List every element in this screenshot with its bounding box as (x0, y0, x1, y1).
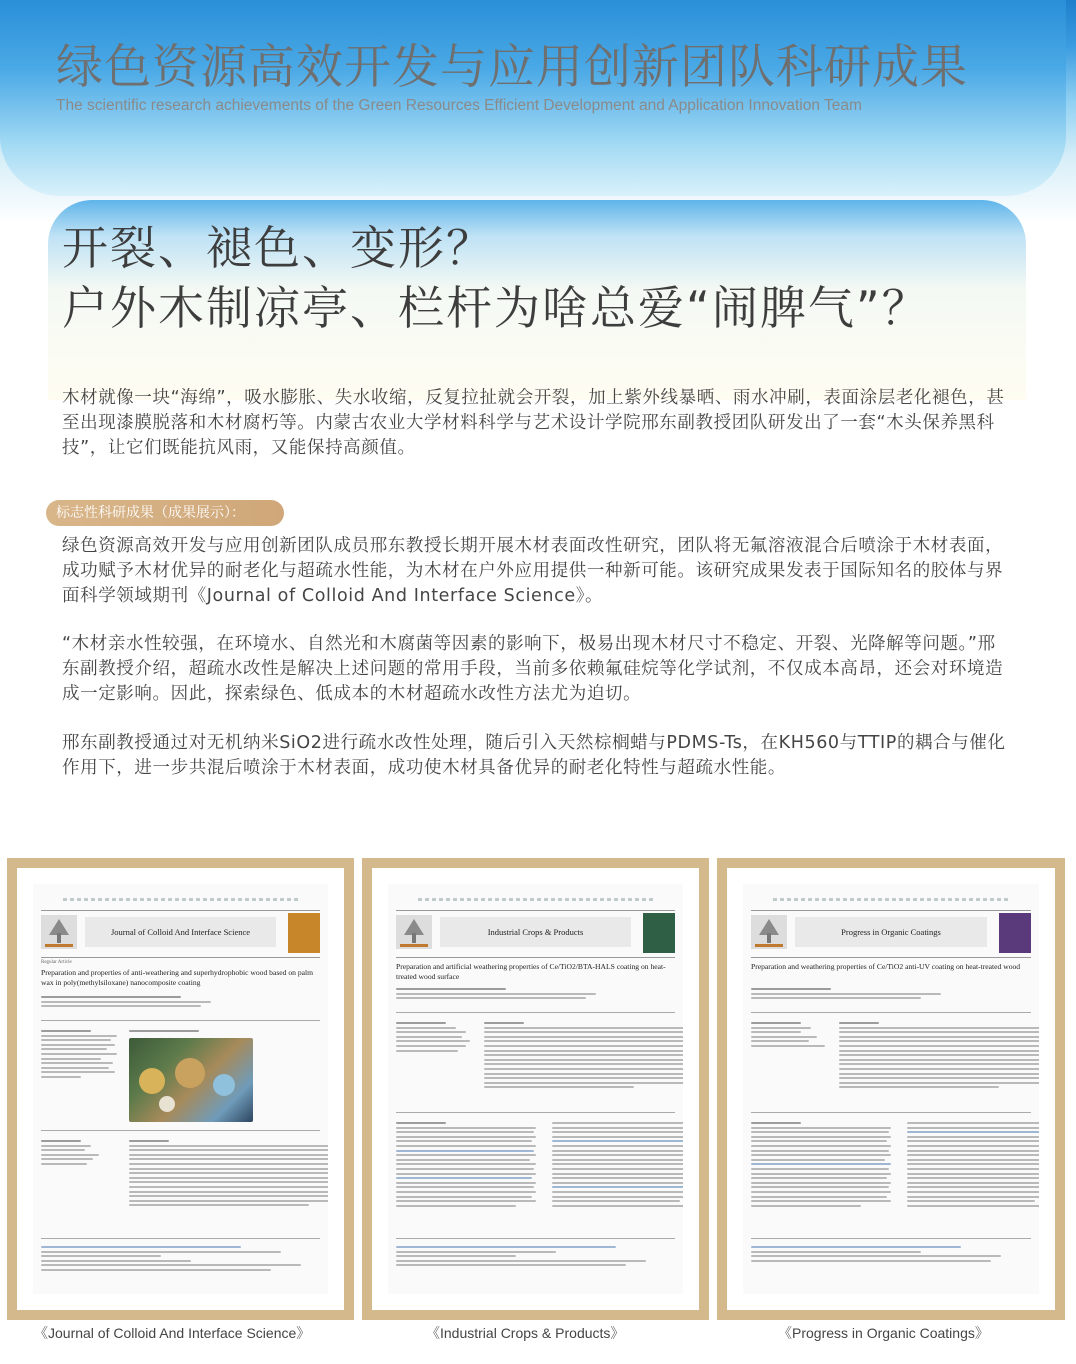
journal-name: Journal of Colloid And Interface Science (85, 917, 276, 947)
abstract-lines (484, 1022, 683, 1091)
headline-line-1: 开裂、褪色、变形？ (62, 221, 494, 275)
graphical-abstract-heading (129, 1030, 249, 1035)
journal-cover (643, 913, 675, 953)
page-subtitle: The scientific research achievements of the Green Resources Efficient Development and Application Innovation Team (56, 97, 862, 114)
elsevier-logo-icon (396, 915, 432, 949)
article-title: Preparation and artificial weathering properties of Ce/TiO2/BTA-HALS coating on heat-treated wood surface (396, 962, 666, 981)
abstract-lines (839, 1022, 1039, 1091)
divider (41, 1130, 320, 1131)
article-type: Regular Article (41, 960, 72, 965)
paper-page (33, 884, 328, 1294)
elsevier-logo-icon (41, 915, 77, 949)
article-title: Preparation and properties of anti-weathering and superhydrophobic wood based on palm wax in poly(methylsiloxane) nanocomposite coating (41, 968, 314, 987)
body-column-left (396, 1122, 536, 1209)
abstract-lines (129, 1140, 328, 1209)
divider (751, 1112, 1031, 1113)
paper-frame-1 (7, 858, 354, 1320)
paragraph-2: “木材亲水性较强，在环境水、自然光和木腐菌等因素的影响下，极易出现木材尺寸不稳定、开裂、光降解等问题。”邢东副教授介绍，超疏水改性是解决上述问题的常用手段，当前多依赖氟硅烷等化学试剂，不仅成本高昂，还会对环境造成一定影响。因此，探索绿色、低成本的木材超疏水改性方法尤为迫切。 (62, 634, 1004, 704)
paper-caption-3: 《Progress in Organic Coatings》 (778, 1325, 989, 1341)
journal-cover (288, 913, 320, 953)
author-lines (751, 988, 931, 1002)
journal-name: Industrial Crops & Products (440, 917, 631, 947)
paper-frame-3 (717, 858, 1065, 1320)
keyword-lines (41, 1140, 119, 1168)
body-column-left (751, 1122, 891, 1209)
divider (41, 1020, 320, 1021)
paper-page (388, 884, 683, 1294)
body-column-right (552, 1122, 683, 1209)
journal-header (751, 910, 1031, 958)
divider (751, 1012, 1031, 1013)
section-badge: 标志性科研成果（成果展示）： (46, 500, 284, 526)
paragraph-3: 邢东副教授通过对无机纳米SiO2进行疏水改性处理，随后引入天然棕榈蜡与PDMS-Ts，在KH560与TTIP的耦合与催化作用下，进一步共混后喷涂于木材表面，成功使木材具备优异的耐老化特性与超疏水性能。 (62, 733, 1006, 778)
body-column-right (907, 1122, 1039, 1209)
headline-line-2: 户外木制凉亭、栏杆为啥总爱“闹脾气”？ (62, 281, 930, 335)
paper-page (743, 884, 1039, 1294)
graphical-abstract-image (129, 1038, 253, 1122)
article-title: Preparation and weathering properties of Ce/TiO2 anti-UV coating on heat-treated wood (751, 962, 1021, 971)
journal-info-line (773, 898, 1009, 901)
paper-caption-1: 《Journal of Colloid And Interface Science》 (34, 1325, 311, 1341)
divider (396, 1112, 675, 1113)
article-info-lines (751, 1022, 829, 1050)
journal-info-line (418, 898, 653, 901)
journal-cover (999, 913, 1031, 953)
article-info-lines (41, 1030, 119, 1081)
journal-header (396, 910, 675, 958)
author-lines (41, 996, 221, 1010)
divider (41, 1238, 320, 1239)
footnote-lines (41, 1246, 301, 1274)
journal-header (41, 910, 320, 958)
author-lines (396, 988, 576, 1002)
journal-name: Progress in Organic Coatings (795, 917, 987, 947)
intro-paragraph: 木材就像一块“海绵”，吸水膨胀、失水收缩，反复拉扯就会开裂，加上紫外线暴晒、雨水冲刷，表面涂层老化褪色，甚至出现漆膜脱落和木材腐朽等。内蒙古农业大学材料科学与艺术设计学院邢东副教授团队研发出了一套“木头保养黑科技”，让它们既能抗风雨，又能保持高颜值。 (62, 388, 1005, 458)
paper-frame-2 (362, 858, 709, 1320)
divider (751, 1238, 1031, 1239)
page-title: 绿色资源高效开发与应用创新团队科研成果 (56, 40, 968, 95)
divider (396, 1012, 675, 1013)
journal-info-line (63, 898, 298, 901)
footnote-lines (396, 1246, 656, 1269)
article-info-lines (396, 1022, 474, 1054)
paper-caption-2: 《Industrial Crops & Products》 (426, 1325, 625, 1341)
divider (396, 1238, 675, 1239)
elsevier-logo-icon (751, 915, 787, 949)
footnote-lines (751, 1246, 1011, 1264)
paragraph-1: 绿色资源高效开发与应用创新团队成员邢东教授长期开展木材表面改性研究，团队将无氟溶液混合后喷涂于木材表面，成功赋予木材优异的耐老化与超疏水性能，为木材在户外应用提供一种新可能。该研究成果发表于国际知名的胶体与界面科学领域期刊《Journal of Colloid And Interface Science》。 (62, 536, 1004, 606)
